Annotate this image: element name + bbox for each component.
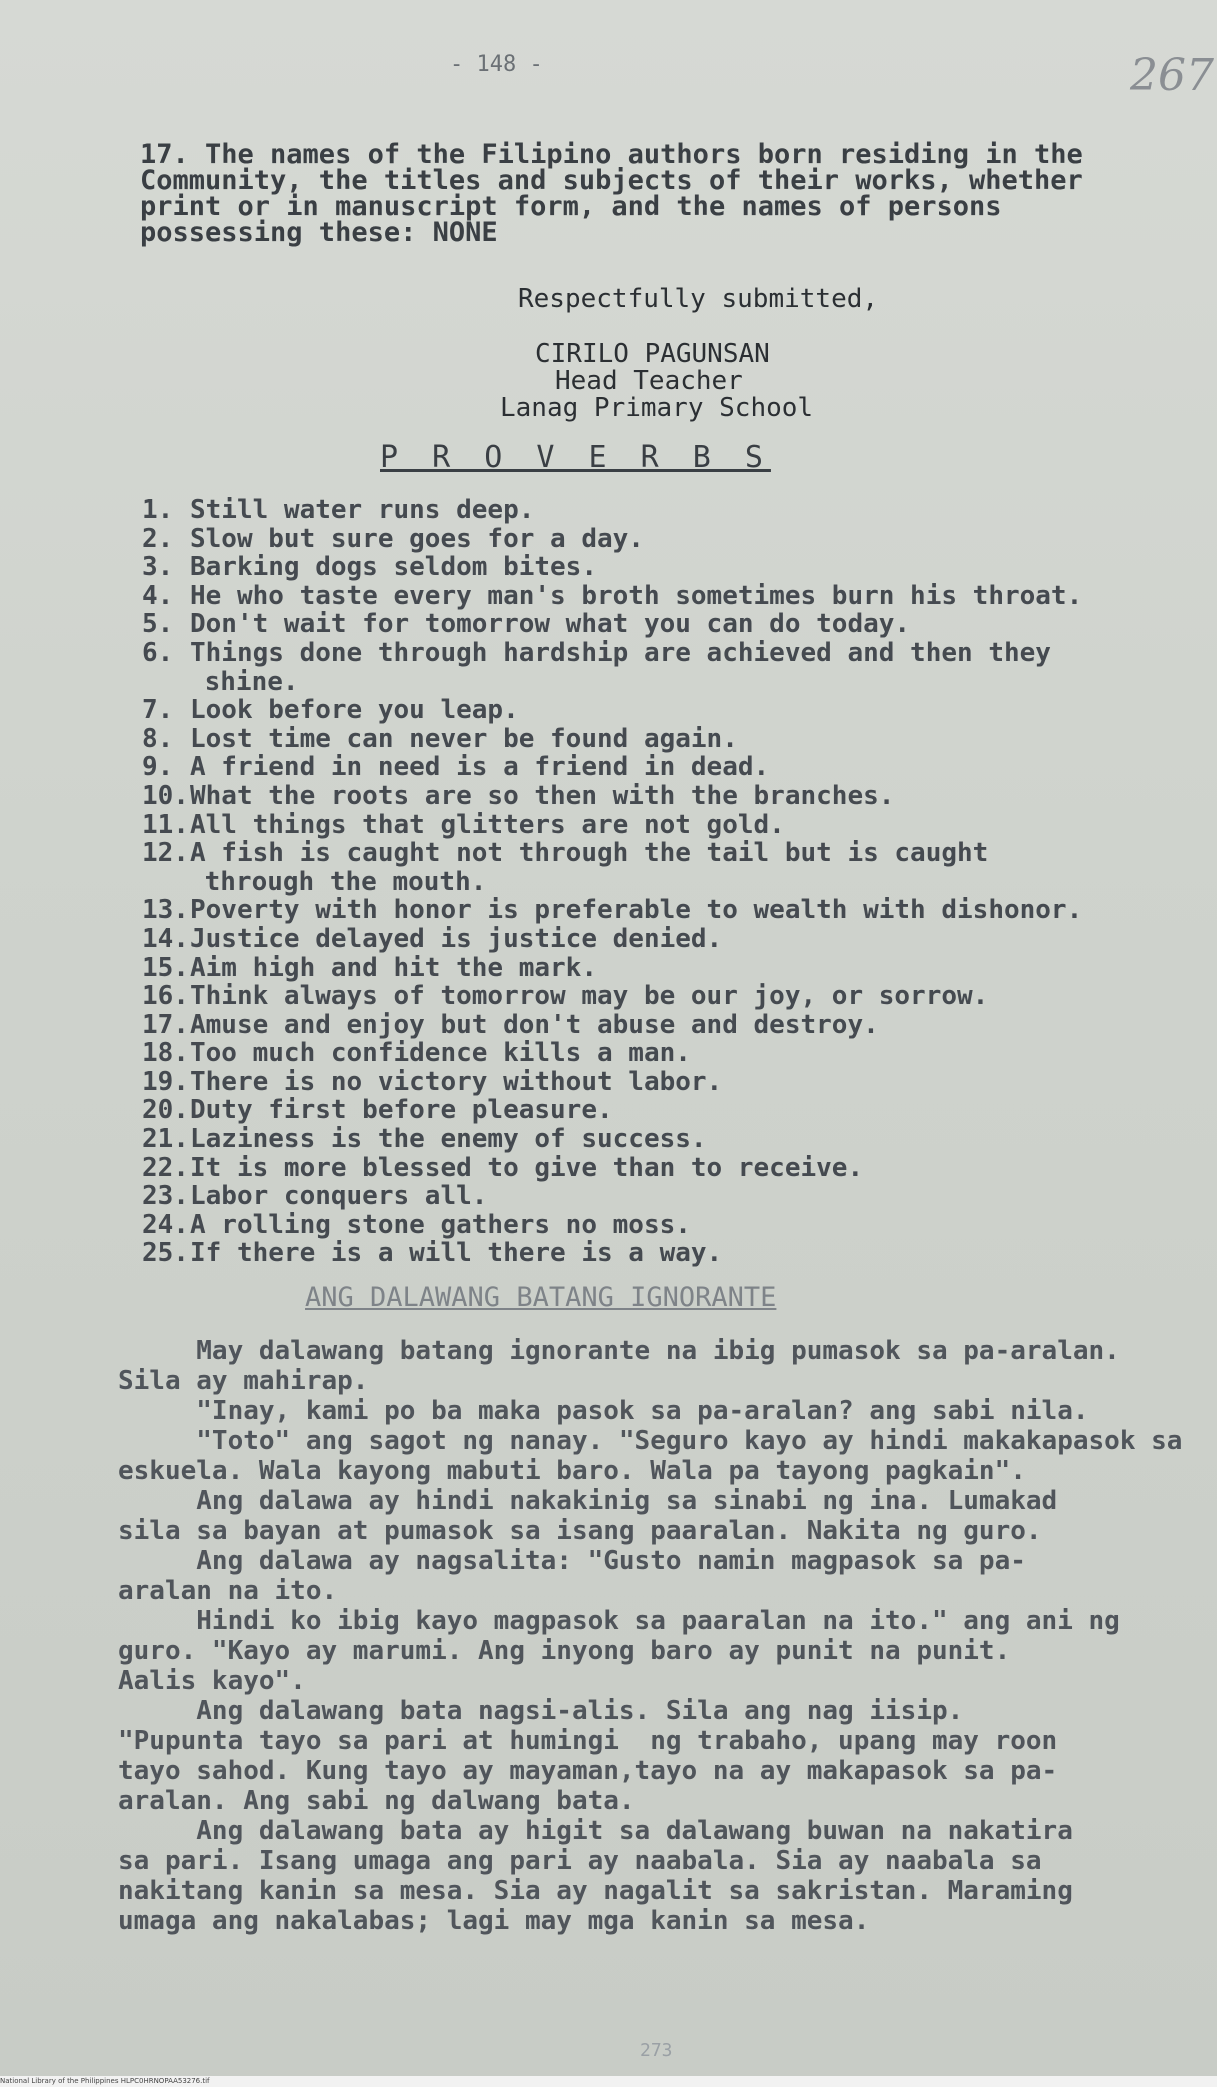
story-line: Ang dalawang bata ay higit sa dalawang buwan na nakatira <box>118 1816 1073 1846</box>
story-line: "Toto" ang sagot ng nanay. "Seguro kayo ay hindi makakapasok sa <box>118 1426 1183 1456</box>
handwritten-page-number: 267 <box>1130 50 1214 101</box>
list-item: 24.A rolling stone gathers no moss. <box>142 1209 691 1240</box>
list-item: 12.A fish is caught not through the tail but is caught through the mouth. <box>142 838 989 897</box>
story-line: "Inay, kami po ba maka pasok sa pa-aralan? ang sabi nila. <box>118 1396 1089 1426</box>
list-item: 23.Labor conquers all. <box>142 1181 488 1212</box>
list-item: 20.Duty first before pleasure. <box>142 1095 613 1126</box>
story-line: Ang dalawa ay hindi nakakinig sa sinabi ng ina. Lumakad <box>118 1486 1058 1516</box>
signer-school: Lanag Primary School <box>500 393 814 423</box>
story-line: tayo sahod. Kung tayo ay mayaman,tayo na ay makapasok sa pa- <box>118 1756 1058 1786</box>
proverbs-heading: P R O V E R B S <box>380 440 771 475</box>
story-line: Ang dalawang bata nagsi-alis. Sila ang nag iisip. <box>118 1696 964 1726</box>
list-item: 2. Slow but sure goes for a day. <box>142 523 644 554</box>
list-item: 25.If there is a will there is a way. <box>142 1238 723 1269</box>
scan-footer: National Library of the Philippines HLPC0HRNOPAA53276.tif <box>0 2076 1217 2087</box>
proverbs-list <box>142 496 1082 1268</box>
story-title: ANG DALAWANG BATANG IGNORANTE <box>305 1282 777 1313</box>
story-line: aralan. Ang sabi ng dalwang bata. <box>118 1786 635 1816</box>
signer-title: Head Teacher <box>555 366 743 396</box>
story-line: Hindi ko ibig kayo magpasok sa paaralan na ito." ang ani ng <box>118 1606 1120 1636</box>
story-line: Sila ay mahirap. <box>118 1366 369 1396</box>
list-item: 6. Things done through hardship are achieved and then they shine. <box>142 637 1051 697</box>
list-item: 19.There is no victory without labor. <box>142 1066 723 1097</box>
story-line: "Pupunta tayo sa pari at humingi ng trabaho, upang may roon <box>118 1726 1058 1756</box>
list-item: 9. A friend in need is a friend in dead. <box>142 752 770 783</box>
list-item: 4. He who taste every man's broth sometimes burn his throat. <box>142 580 1083 611</box>
story-line: sa pari. Isang umaga ang pari ay naabala. Sia ay naabala sa <box>118 1846 1042 1876</box>
story-line: sila sa bayan at pumasok sa isang paaralan. Nakita ng guro. <box>118 1516 1042 1546</box>
signer-name: CIRILO PAGUNSAN <box>535 339 770 369</box>
list-item: 7. Look before you leap. <box>142 695 519 726</box>
list-item: 18.Too much confidence kills a man. <box>142 1038 691 1069</box>
story-line: guro. "Kayo ay marumi. Ang inyong baro ay punit na punit. <box>118 1636 1011 1666</box>
list-item: 11.All things that glitters are not gold. <box>142 809 785 840</box>
list-item: 5. Don't wait for tomorrow what you can do today. <box>142 609 911 640</box>
story-line: May dalawang batang ignorante na ibig pumasok sa pa-aralan. <box>118 1336 1120 1366</box>
list-item: 3. Barking dogs seldom bites. <box>142 552 597 583</box>
story-line: Ang dalawa ay nagsalita: "Gusto namin magpasok sa pa- <box>118 1546 1026 1576</box>
list-item: 22.It is more blessed to give than to receive. <box>142 1152 864 1183</box>
page-number: - 148 - <box>450 52 543 77</box>
list-item: 15.Aim high and hit the mark. <box>142 952 597 983</box>
bottom-stamp-number: 273 <box>640 2040 673 2061</box>
list-item: 17.Amuse and enjoy but don't abuse and destroy. <box>142 1009 879 1040</box>
item-17-paragraph: 17. The names of the Filipino authors born residing in the Community, the titles and subjects of their works, whether print or in manuscript form, and the names of persons possessing these: NONE <box>140 139 1083 248</box>
list-item: 10.What the roots are so then with the branches. <box>142 780 895 811</box>
story-line: nakitang kanin sa mesa. Sia ay nagalit sa sakristan. Maraming <box>118 1876 1073 1906</box>
story-line: eskuela. Wala kayong mabuti baro. Wala pa tayong pagkain". <box>118 1456 1026 1486</box>
list-item: 1. Still water runs deep. <box>142 495 535 525</box>
list-item: 14.Justice delayed is justice denied. <box>142 923 723 954</box>
list-item: 8. Lost time can never be found again. <box>142 723 738 754</box>
story-line: aralan na ito. <box>118 1576 338 1606</box>
story-line: Aalis kayo". <box>118 1666 306 1696</box>
story-line: umaga ang nakalabas; lagi may mga kanin sa mesa. <box>118 1906 870 1936</box>
list-item: 16.Think always of tomorrow may be our joy, or sorrow. <box>142 981 989 1012</box>
list-item: 21.Laziness is the enemy of success. <box>142 1124 707 1155</box>
closing-line: Respectfully submitted, <box>518 284 879 314</box>
list-item: 13.Poverty with honor is preferable to wealth with dishonor. <box>142 895 1083 926</box>
story-text <box>118 1336 1183 1936</box>
